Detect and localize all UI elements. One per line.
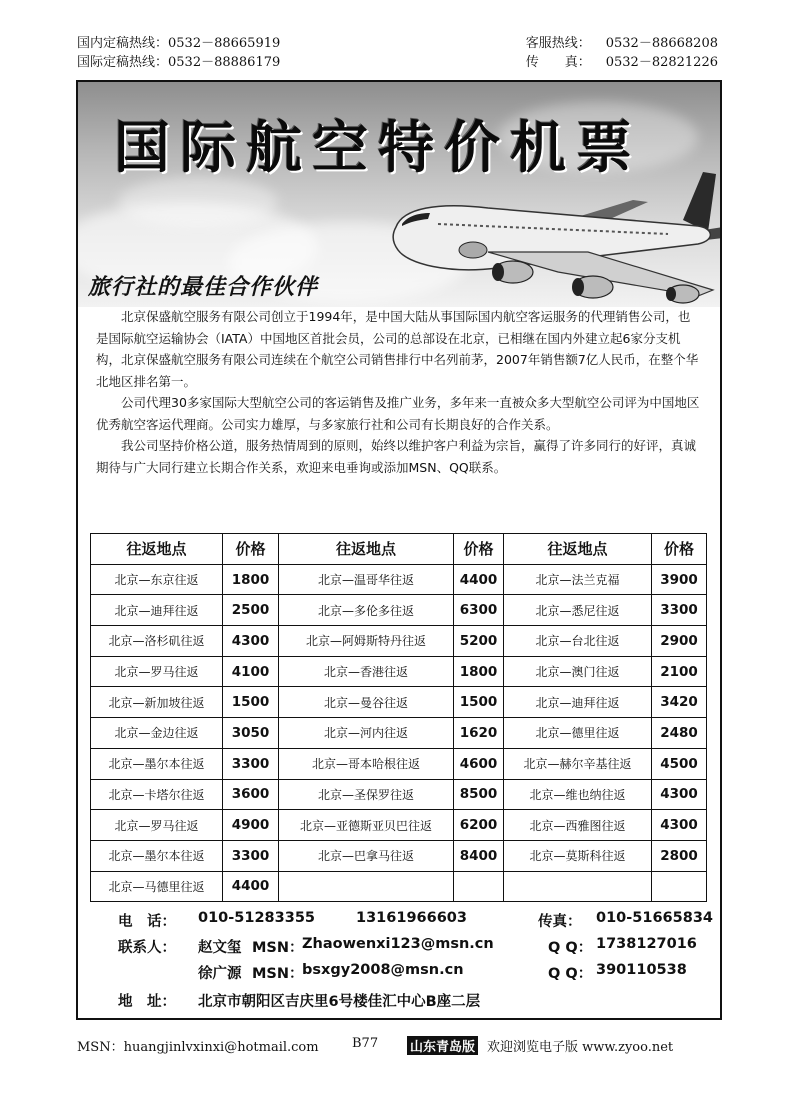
price-cell: 3300	[223, 840, 279, 871]
price-cell: 3300	[223, 748, 279, 779]
route-cell: 北京—罗马往返	[91, 656, 223, 687]
price-cell: 1620	[454, 718, 504, 749]
price-table	[90, 533, 707, 902]
table-row	[91, 595, 707, 626]
ad-frame	[76, 80, 722, 1020]
hotlines-left	[77, 34, 280, 72]
route-cell: 北京—墨尔本往返	[91, 840, 223, 871]
route-cell: 北京—德里往返	[504, 718, 652, 749]
route-cell: 北京—阿姆斯特丹往返	[279, 626, 454, 657]
qq-label: Q Q：	[548, 966, 593, 982]
hero-subtitle: 旅行社的最佳合作伙伴	[88, 275, 319, 300]
domestic-hotline: 国内定稿热线：0532－88665919	[77, 36, 281, 51]
table-row	[91, 687, 707, 718]
price-cell: 3050	[223, 718, 279, 749]
price-table-body	[91, 564, 707, 902]
table-row	[91, 840, 707, 871]
cloud-shape	[118, 177, 278, 227]
price-cell: 1500	[454, 687, 504, 718]
msn-label: MSN：	[252, 966, 304, 982]
footer-website: 欢迎浏览电子版 www.zyoo.net	[487, 1040, 674, 1055]
msn-address: bsxgy2008@msn.cn	[302, 962, 464, 978]
route-cell: 北京—洛杉矶往返	[91, 626, 223, 657]
price-cell: 2800	[652, 840, 707, 871]
route-cell: 北京—墨尔本往返	[91, 748, 223, 779]
route-cell: 北京—温哥华往返	[279, 564, 454, 595]
price-cell: 4500	[652, 748, 707, 779]
contact-label: 联系人：	[118, 940, 176, 956]
mobile-number: 13161966603	[356, 910, 467, 926]
price-cell: 4900	[223, 810, 279, 841]
route-cell: 北京—巴拿马往返	[279, 840, 454, 871]
contact-name: 徐广源	[198, 966, 242, 982]
msn-address: Zhaowenxi123@msn.cn	[302, 936, 494, 952]
price-cell	[652, 871, 707, 902]
route-cell: 北京—新加坡往返	[91, 687, 223, 718]
route-cell: 北京—罗马往返	[91, 810, 223, 841]
msn-label: MSN：	[252, 940, 304, 956]
price-cell: 4400	[223, 871, 279, 902]
contact-name: 赵文玺	[198, 940, 242, 956]
column-header-route: 往返地点	[279, 534, 454, 565]
table-row	[91, 564, 707, 595]
route-cell	[279, 871, 454, 902]
route-cell: 北京—迪拜往返	[504, 687, 652, 718]
table-header-row	[91, 534, 707, 565]
price-cell: 3900	[652, 564, 707, 595]
route-cell: 北京—莫斯科往返	[504, 840, 652, 871]
price-cell: 8400	[454, 840, 504, 871]
page-footer	[77, 1036, 697, 1056]
route-cell: 北京—维也纳往返	[504, 779, 652, 810]
column-header-price: 价格	[454, 534, 504, 565]
column-header-route: 往返地点	[504, 534, 652, 565]
price-cell	[454, 871, 504, 902]
price-cell: 4300	[652, 779, 707, 810]
phone-label: 电 话：	[118, 914, 176, 930]
route-cell: 北京—法兰克福	[504, 564, 652, 595]
route-cell: 北京—哥本哈根往返	[279, 748, 454, 779]
table-row	[91, 626, 707, 657]
price-cell: 4600	[454, 748, 504, 779]
route-cell: 北京—多伦多往返	[279, 595, 454, 626]
route-cell: 北京—曼谷往返	[279, 687, 454, 718]
table-row	[91, 779, 707, 810]
price-cell: 4100	[223, 656, 279, 687]
table-row	[91, 748, 707, 779]
price-cell: 4400	[454, 564, 504, 595]
price-cell: 3300	[652, 595, 707, 626]
footer-msn: MSN：huangjinlvxinxi@hotmail.com	[77, 1040, 319, 1055]
table-row	[91, 718, 707, 749]
price-cell: 2500	[223, 595, 279, 626]
address-text: 北京市朝阳区吉庆里6号楼佳汇中心B座二层	[198, 994, 481, 1010]
price-cell: 2480	[652, 718, 707, 749]
company-intro	[96, 306, 702, 478]
route-cell: 北京—东京往返	[91, 564, 223, 595]
price-cell: 6200	[454, 810, 504, 841]
price-cell: 1800	[223, 564, 279, 595]
price-cell: 4300	[652, 810, 707, 841]
table-row	[91, 871, 707, 902]
table-row	[91, 656, 707, 687]
route-cell: 北京—亚德斯亚贝巴往返	[279, 810, 454, 841]
qq-label: Q Q：	[548, 940, 593, 956]
price-cell: 1500	[223, 687, 279, 718]
route-cell: 北京—香港往返	[279, 656, 454, 687]
route-cell: 北京—台北往返	[504, 626, 652, 657]
hero-banner	[78, 82, 720, 307]
price-cell: 2900	[652, 626, 707, 657]
hotlines-right	[526, 34, 718, 72]
phone-number: 010-51283355	[198, 910, 315, 926]
fax-label: 传真：	[538, 914, 582, 930]
price-cell: 8500	[454, 779, 504, 810]
price-cell: 6300	[454, 595, 504, 626]
route-cell: 北京—卡塔尔往返	[91, 779, 223, 810]
intro-paragraph: 公司代理30多家国际大型航空公司的客运销售及推广业务，多年来一直被众多大型航空公司评为中国地区优秀航空客运代理商。公司实力雄厚，与多家旅行社和公司有长期良好的合作关系。	[96, 395, 700, 432]
route-cell: 北京—悉尼往返	[504, 595, 652, 626]
column-header-price: 价格	[652, 534, 707, 565]
price-cell: 3420	[652, 687, 707, 718]
route-cell: 北京—马德里往返	[91, 871, 223, 902]
intl-hotline: 国际定稿热线：0532－88886179	[77, 55, 281, 70]
route-cell: 北京—圣保罗往返	[279, 779, 454, 810]
price-cell: 4300	[223, 626, 279, 657]
intro-paragraph: 北京保盛航空服务有限公司创立于1994年，是中国大陆从事国际国内航空客运服务的代理销售公司，也是国际航空运输协会（IATA）中国地区首批会员，公司的总部设在北京，已相继在国内外建立起6家分支机构，北京保盛航空服务有限公司连续在个航空公司销售排行中名列前茅，2007年销售额7亿人民币，在整个华北地区排名第一。	[96, 309, 699, 389]
route-cell	[504, 871, 652, 902]
price-cell: 5200	[454, 626, 504, 657]
route-cell: 北京—西雅图往返	[504, 810, 652, 841]
fax-number: 010-51665834	[596, 910, 713, 926]
intro-paragraph: 我公司坚持价格公道，服务热情周到的原则，始终以维护客户利益为宗旨，赢得了许多同行的好评，真诚期待与广大同行建立长期合作关系，欢迎来电垂询或添加MSN、QQ联系。	[96, 438, 697, 475]
route-cell: 北京—赫尔辛基往返	[504, 748, 652, 779]
address-label: 地 址：	[118, 994, 176, 1010]
table-row	[91, 810, 707, 841]
page-title: 国际航空特价机票	[114, 115, 642, 181]
edition-badge: 山东青岛版	[407, 1036, 478, 1055]
route-cell: 北京—金边往返	[91, 718, 223, 749]
price-cell: 3600	[223, 779, 279, 810]
column-header-price: 价格	[223, 534, 279, 565]
service-hotline: 客服热线： 0532－88668208	[525, 36, 718, 51]
page-number: B77	[352, 1036, 379, 1051]
route-cell: 北京—河内往返	[279, 718, 454, 749]
airplane-icon	[378, 172, 720, 307]
route-cell: 北京—迪拜往返	[91, 595, 223, 626]
route-cell: 北京—澳门往返	[504, 656, 652, 687]
qq-number: 1738127016	[596, 936, 697, 952]
column-header-route: 往返地点	[91, 534, 223, 565]
price-cell: 2100	[652, 656, 707, 687]
qq-number: 390110538	[596, 962, 687, 978]
fax-line: 传 真： 0532－82821226	[525, 55, 718, 70]
price-cell: 1800	[454, 656, 504, 687]
